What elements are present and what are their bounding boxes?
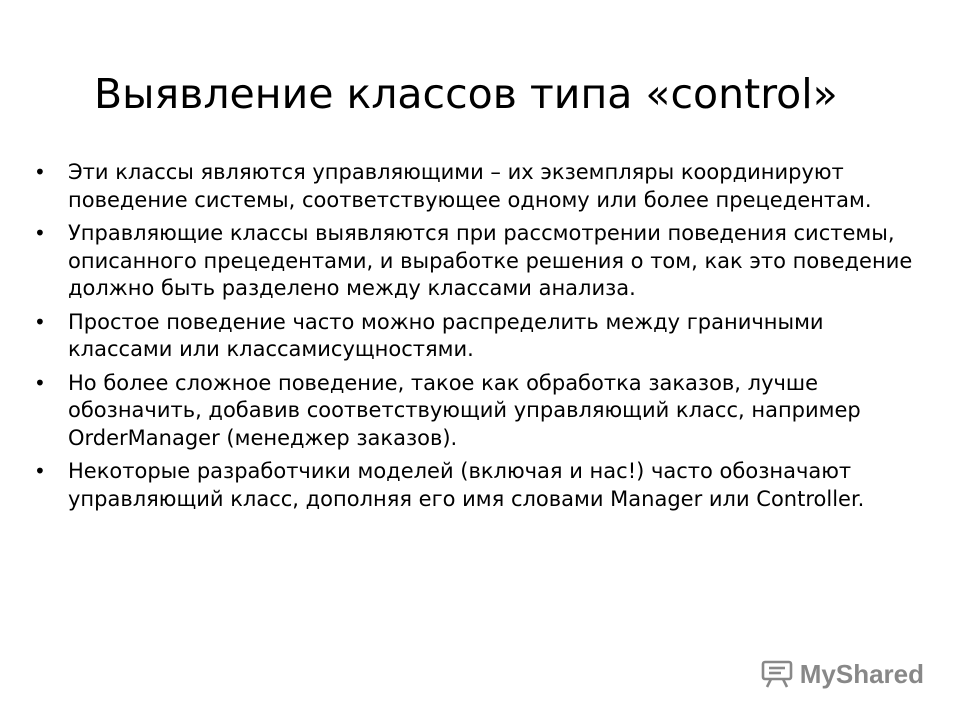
bullet-item	[34, 458, 914, 513]
bullet-dot: •	[34, 309, 46, 334]
bullet-text: Некоторые разработчики моделей (включая и нас!) часто обозначают управляющий класс, дополняя его имя словами Manager или Controller.	[68, 459, 865, 511]
bullet-text: Простое поведение часто можно распределить между граничными классами или классамисущностями.	[68, 309, 824, 361]
bullet-item	[34, 220, 914, 303]
bullet-list	[34, 159, 914, 519]
bullet-item	[34, 309, 914, 364]
bullet-item	[34, 370, 914, 453]
slide-title: Выявление классов типа «control»	[94, 70, 838, 118]
bullet-text: Но более сложное поведение, такое как обработка заказов, лучше обозначить, добавив соответствующий управляющий класс, например OrderManager (менеджер заказов).	[68, 370, 861, 450]
bullet-text: Эти классы являются управляющими – их экземпляры координируют поведение системы, соответствующее одному или более прецедентам.	[68, 160, 872, 212]
bullet-item	[34, 159, 914, 214]
bullet-dot: •	[34, 459, 46, 483]
bullet-dot: •	[34, 160, 46, 184]
watermark-text: MyShared	[799, 658, 924, 689]
bullet-text: Управляющие классы выявляются при рассмотрении поведения системы, описанного прецедентами, и выработке решения о том, как это поведение должно быть разделено между классами анализа.	[68, 221, 913, 300]
bullet-dot: •	[34, 370, 46, 395]
presentation-board-icon	[760, 659, 794, 689]
bullet-dot: •	[34, 221, 46, 245]
myshared-watermark	[760, 654, 924, 694]
